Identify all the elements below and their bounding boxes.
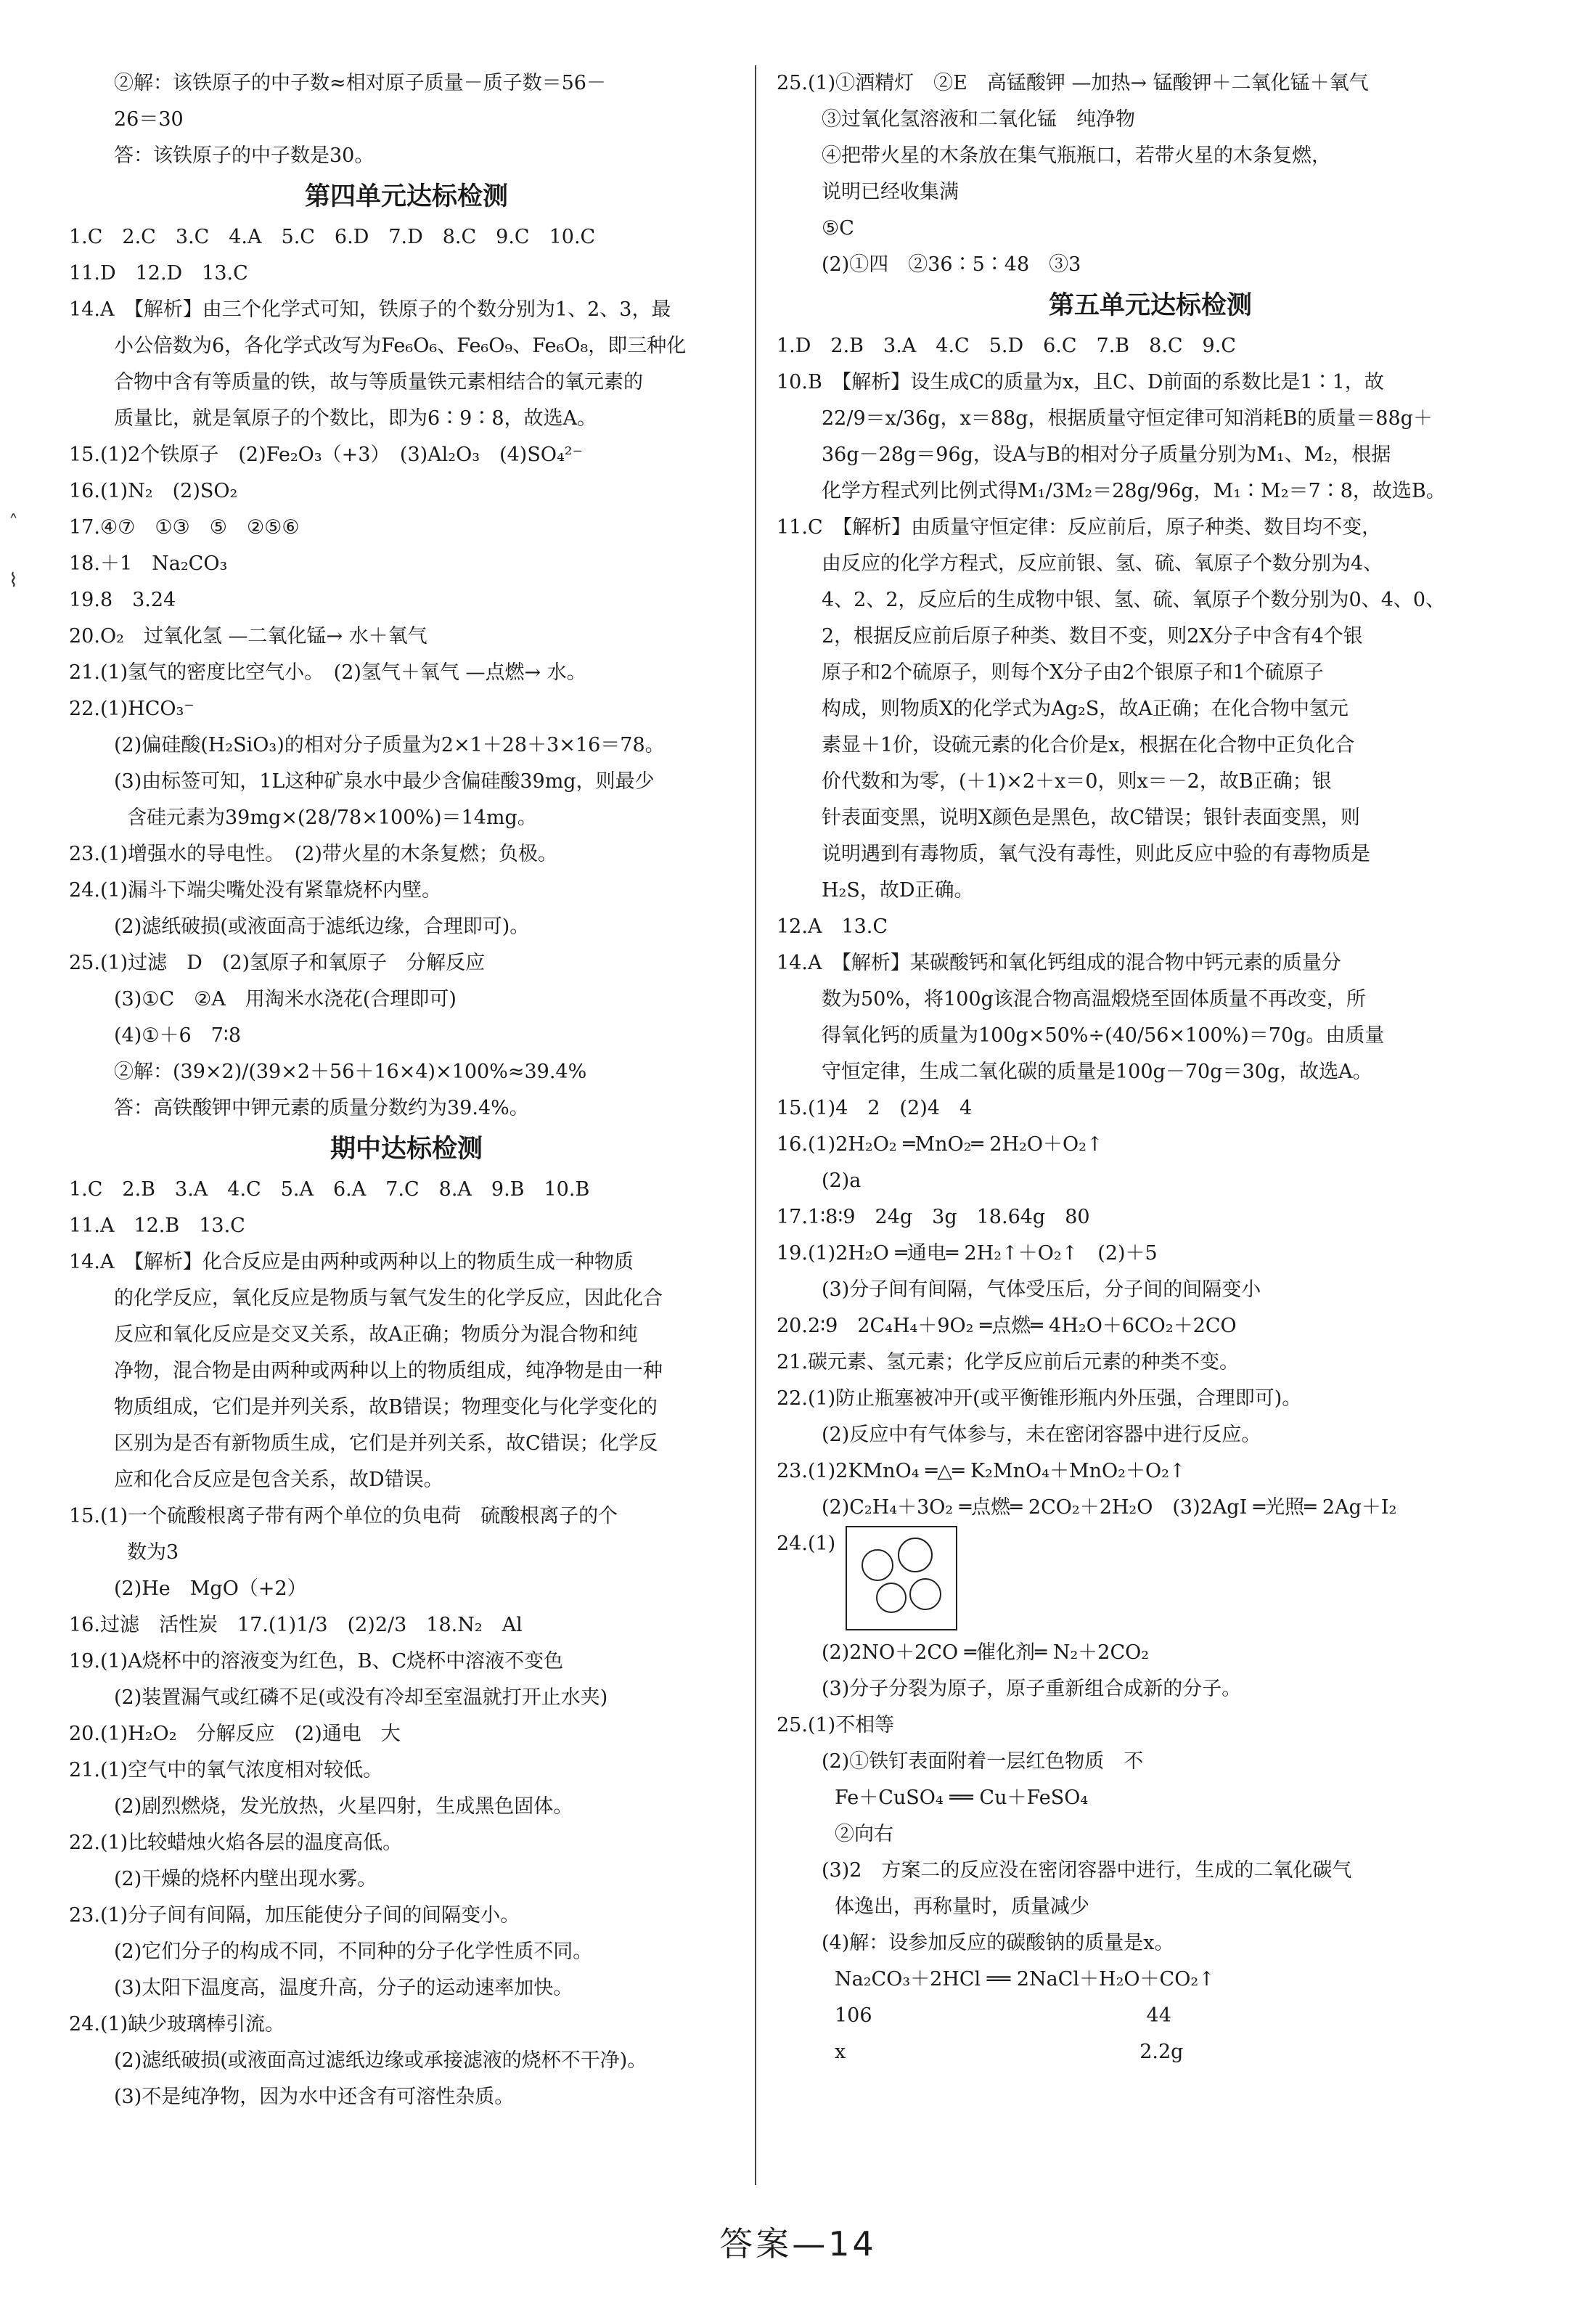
answer-line: 答：该铁原子的中子数是30。 [114,144,375,167]
answer-line: (3)①C ②A 用淘米水浇花(合理即可) [114,988,457,1011]
answer-line: 10.B 【解析】设生成C的质量为x，且C、D前面的系数比是1∶1，故 [777,371,1384,393]
answer-line: ④把带火星的木条放在集气瓶瓶口，若带火星的木条复燃， [822,144,1331,167]
section-heading: 第四单元达标检测 [304,182,508,211]
answer-line: (2)装置漏气或红磷不足(或没有冷却至室温就打开止水夹) [114,1686,608,1709]
right-column [777,65,1524,2070]
answer-line: (3)分子分裂为原子，原子重新组合成新的分子。 [822,1678,1242,1700]
answer-line: 11.D 12.D 13.C [69,262,248,285]
answer-line: (2)干燥的烧杯内壁出现水雾。 [114,1868,377,1890]
answer-line: 23.(1)增强水的导电性。 (2)带火星的木条复燃；负极。 [69,843,557,865]
molecule-diagram-icon [846,1526,957,1630]
section-heading: 期中达标检测 [330,1135,483,1164]
answer-line: 19.(1)A烧杯中的溶液变为红色，B、C烧杯中溶液不变色 [69,1650,564,1673]
answer-line: 19.(1)2H₂O ═通电═ 2H₂↑＋O₂↑ (2)＋5 [777,1242,1158,1265]
answer-line: 15.(1)4 2 (2)4 4 [777,1097,973,1119]
answer-line: 26＝30 [114,108,184,131]
answer-line: (2)He MgO（+2） [114,1577,307,1600]
atom-circle [898,1538,933,1572]
answer-line: 2，根据反应前后原子种类、数目不变，则2X分子中含有4个银 [822,625,1363,648]
answer-line: (3)由标签可知，1L这种矿泉水中最少含偏硅酸39mg，则最少 [114,770,655,793]
answer-line: 针表面变黑，说明X颜色是黑色，故C错误；银针表面变黑，则 [822,807,1360,829]
answer-line: (2)滤纸破损(或液面高过滤纸边缘或承接滤液的烧杯不干净)。 [114,2049,647,2072]
answer-line: 17.④⑦ ①③ ⑤ ②⑤⑥ [69,516,300,539]
answer-line: 素显＋1价，设硫元素的化合价是x，根据在化合物中正负化合 [822,734,1355,756]
answer-line: (2)①四 ②36∶5∶48 ③3 [822,253,1081,276]
answer-line: 4、2、2，反应后的生成物中银、氢、硫、氧原子个数分别为0、4、0、 [822,589,1446,611]
atom-circle [876,1583,907,1613]
answer-line: (2)滤纸破损(或液面高于滤纸边缘，合理即可)。 [114,915,530,938]
answer-line: ②解：(39×2)/(39×2＋56＋16×4)×100%≈39.4% [114,1061,587,1083]
answer-line: 21.(1)空气中的氧气浓度相对较低。 [69,1759,383,1781]
answer-line: 15.(1)一个硫酸根离子带有两个单位的负电荷 硫酸根离子的个 [69,1505,618,1527]
answer-line: (2)反应中有气体参与，未在密闭容器中进行反应。 [822,1424,1261,1446]
answer-line: 应和化合反应是包含关系，故D错误。 [114,1469,443,1491]
answer-line: (2)2NO＋2CO ═催化剂═ N₂＋2CO₂ [822,1641,1150,1664]
answer-line: (3)分子间有间隔，气体受压后，分子间的间隔变小 [822,1278,1261,1301]
answer-line: 25.(1)①酒精灯 ②E 高锰酸钾 —加热→ 锰酸钾＋二氧化锰＋氧气 [777,72,1369,94]
answer-line: 11.A 12.B 13.C [69,1214,245,1237]
page-footer: 答案—14 [719,2224,877,2263]
answer-line: 20.2∶9 2C₄H₄＋9O₂ ═点燃═ 4H₂O＋6CO₂＋2CO [777,1315,1237,1337]
answer-line: 14.A 【解析】某碳酸钙和氧化钙组成的混合物中钙元素的质量分 [777,952,1341,974]
answer-line: H₂S，故D正确。 [822,879,974,902]
answer-line: 19.8 3.24 [69,589,176,611]
answer-line: 14.A 【解析】由三个化学式可知，铁原子的个数分别为1、2、3，最 [69,298,671,321]
answer-line: Na₂CO₃＋2HCl ══ 2NaCl＋H₂O＋CO₂↑ [835,1968,1215,1991]
answer-line: 区别为是否有新物质生成，它们是并列关系，故C错误；化学反 [114,1432,658,1455]
answer-line: 18.＋1 Na₂CO₃ [69,552,228,575]
answer-line: 22.(1)防止瓶塞被冲开(或平衡锥形瓶内外压强，合理即可)。 [777,1387,1302,1410]
answer-line: 说明已经收集满 [822,181,959,203]
column-divider [755,65,756,2185]
answer-line: 小公倍数为6，各化学式改写为Fe₆O₆、Fe₆O₉、Fe₆O₈，即三种化 [114,335,687,357]
answer-line: 20.(1)H₂O₂ 分解反应 (2)通电 大 [69,1723,401,1745]
answer-line: ③过氧化氢溶液和二氧化锰 纯净物 [822,108,1135,131]
answer-line: 22.(1)比较蜡烛火焰各层的温度高低。 [69,1832,403,1854]
left-column [69,65,744,2115]
answer-line: 20.O₂ 过氧化氢 —二氧化锰→ 水＋氧气 [69,625,427,648]
answer-line: 11.C 【解析】由质量守恒定律：反应前后，原子种类、数目均不变， [777,516,1382,539]
answer-line: 106 44 [835,2004,1171,2027]
answer-line: 14.A 【解析】化合反应是由两种或两种以上的物质生成一种物质 [69,1251,634,1273]
answer-line: 24.(1) [777,1526,1524,1635]
answer-line: 原子和2个硫原子，则每个X分子由2个银原子和1个硫原子 [822,661,1324,684]
answer-line: 含硅元素为39mg×(28/78×100%)＝14mg。 [127,807,537,829]
answer-line: 的化学反应，氧化反应是物质与氧气发生的化学反应，因此化合 [114,1287,663,1310]
answer-line: 24.(1)缺少玻璃棒引流。 [69,2013,285,2036]
answer-line: 22.(1)HCO₃⁻ [69,698,195,720]
answer-line: 价代数和为零，(＋1)×2＋x＝0，则x＝－2，故B正确；银 [822,770,1332,793]
answer-line: 23.(1)分子间有间隔，加压能使分子间的间隔变小。 [69,1904,520,1927]
answer-line: (2)剧烈燃烧，发光放热，火星四射，生成黑色固体。 [114,1795,573,1818]
answer-line: 1.C 2.C 3.C 4.A 5.C 6.D 7.D 8.C 9.C 10.C [69,226,596,248]
margin-marks: ˄ ⌇ [9,512,18,592]
answer-line: (2)它们分子的构成不同，不同种的分子化学性质不同。 [114,1940,593,1963]
answer-line: ②向右 [835,1823,893,1845]
answer-line: 22/9＝x/36g，x＝88g，根据质量守恒定律可知消耗B的质量＝88g＋ [822,407,1433,430]
answer-line: 得氧化钙的质量为100g×50%÷(40/56×100%)＝70g。由质量 [822,1024,1385,1047]
answer-line: 数为3 [127,1541,179,1564]
answer-line: (3)2 方案二的反应没在密闭容器中进行，生成的二氧化碳气 [822,1859,1352,1882]
answer-line: 24.(1)漏斗下端尖嘴处没有紧靠烧杯内壁。 [69,879,442,902]
answer-line: (3)不是纯净物，因为水中还含有可溶性杂质。 [114,2086,515,2108]
answer-line: x 2.2g [835,2041,1184,2063]
answer-line: (2)①铁钉表面附着一层红色物质 不 [822,1750,1144,1773]
answer-line: (2)a [822,1169,862,1192]
answer-line: (3)太阳下温度高，温度升高，分子的运动速率加快。 [114,1977,573,1999]
answer-line: (4)解：设参加反应的碳酸钠的质量是x。 [822,1932,1174,1954]
answer-line: 净物，混合物是由两种或两种以上的物质组成，纯净物是由一种 [114,1360,663,1382]
answer-line: 16.(1)N₂ (2)SO₂ [69,480,238,502]
answer-line: (2)偏硅酸(H₂SiO₃)的相对分子质量为2×1＋28＋3×16＝78。 [114,734,665,756]
answer-line: 16.(1)2H₂O₂ ═MnO₂═ 2H₂O＋O₂↑ [777,1133,1103,1156]
answer-line: 答：高铁酸钾中钾元素的质量分数约为39.4%。 [114,1097,529,1119]
answer-line: 16.过滤 活性炭 17.(1)1/3 (2)2/3 18.N₂ Al [69,1614,523,1636]
answer-line: 23.(1)2KMnO₄ ═△═ K₂MnO₄＋MnO₂＋O₂↑ [777,1460,1186,1482]
section-heading: 第五单元达标检测 [1048,291,1252,320]
answer-line: 1.C 2.B 3.A 4.C 5.A 6.A 7.C 8.A 9.B 10.B [69,1178,590,1201]
answer-line: 21.(1)氢气的密度比空气小。 (2)氢气＋氧气 —点燃→ 水。 [69,661,586,684]
answer-line: 守恒定律，生成二氧化碳的质量是100g－70g＝30g，故选A。 [822,1061,1372,1083]
answer-line: 说明遇到有毒物质，氧气没有毒性，则此反应中验的有毒物质是 [822,843,1370,865]
answer-line: ②解：该铁原子的中子数≈相对原子质量－质子数＝56－ [114,72,606,94]
answer-line: 17.1∶8∶9 24g 3g 18.64g 80 [777,1206,1090,1228]
answer-line: 质量比，就是氧原子的个数比，即为6∶9∶8，故选A。 [114,407,597,430]
atom-circle [862,1549,893,1581]
answer-line: 15.(1)2个铁原子 (2)Fe₂O₃（+3） (3)Al₂O₃ (4)SO₄²⁻ [69,444,583,466]
answer-line: 1.D 2.B 3.A 4.C 5.D 6.C 7.B 8.C 9.C [777,335,1236,357]
answer-line: Fe＋CuSO₄ ══ Cu＋FeSO₄ [835,1787,1089,1809]
answer-line: ⑤C [822,217,854,240]
answer-line: 构成，则物质X的化学式为Ag₂S，故A正确；在化合物中氢元 [822,698,1349,720]
answer-line: 物质组成，它们是并列关系，故B错误；物理变化与化学变化的 [114,1396,658,1418]
answer-line: 21.碳元素、氢元素；化学反应前后元素的种类不变。 [777,1351,1239,1373]
answer-line: 由反应的化学方程式，反应前银、氢、硫、氧原子个数分别为4、 [822,552,1383,575]
answer-line: 25.(1)不相等 [777,1714,895,1736]
answer-line: 化学方程式列比例式得M₁/3M₂＝28g/96g，M₁∶M₂＝7∶8，故选B。 [822,480,1446,502]
answer-line: 数为50%，将100g该混合物高温煅烧至固体质量不再改变，所 [822,988,1366,1011]
answer-line: 25.(1)过滤 D (2)氢原子和氧原子 分解反应 [69,952,486,974]
answer-line: 反应和氧化反应是交叉关系，故A正确；物质分为混合物和纯 [114,1323,638,1346]
answer-line: 12.A 13.C [777,915,888,938]
atom-circle [909,1578,941,1610]
answer-line: (4)①＋6 7∶8 [114,1024,242,1047]
answer-line: (2)C₂H₄＋3O₂ ═点燃═ 2CO₂＋2H₂O (3)2AgI ═光照═ 2Ag＋I₂ [822,1496,1397,1519]
answer-line: 合物中含有等质量的铁，故与等质量铁元素相结合的氧元素的 [114,371,643,393]
answer-line: 36g－28g＝96g，设A与B的相对分子质量分别为M₁、M₂，根据 [822,444,1391,466]
answer-line: 体逸出，再称量时，质量减少 [835,1895,1089,1918]
